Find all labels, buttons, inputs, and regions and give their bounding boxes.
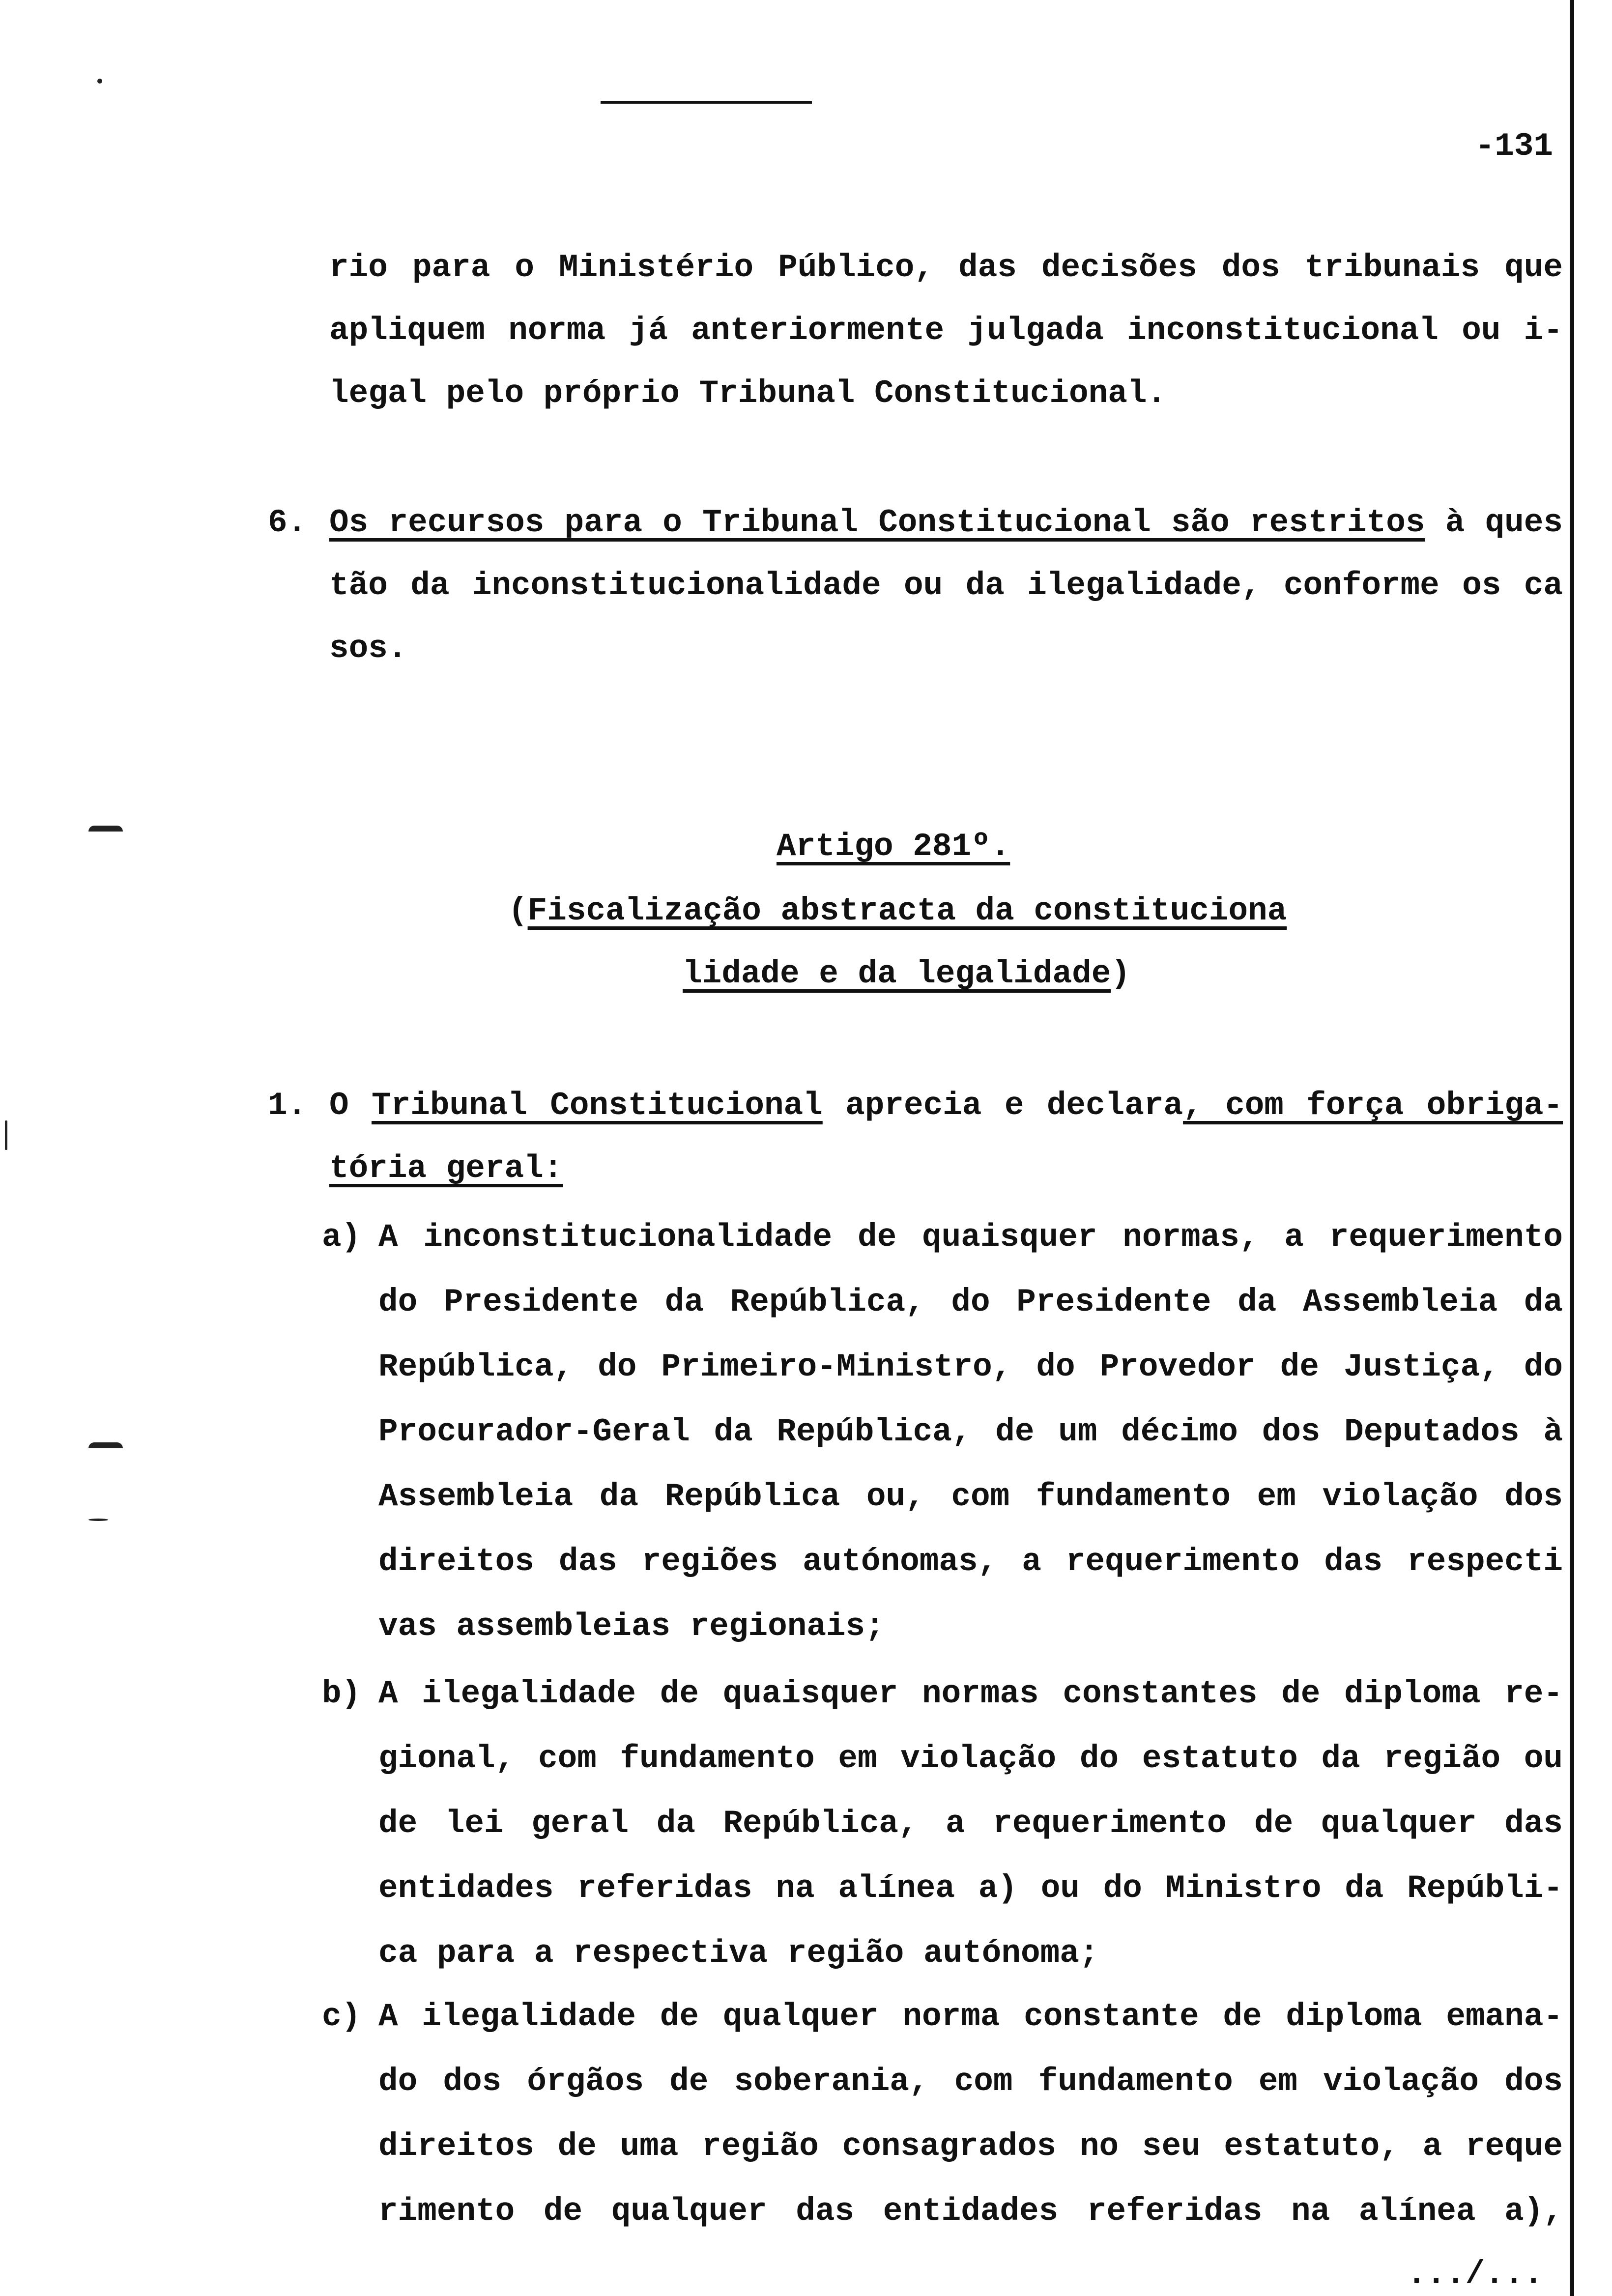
text-segment: A ilegalidade de qualquer norma constante de diploma emana- [378,1998,1563,2035]
text-segment: ( [508,892,528,929]
scan-speck [88,1519,108,1521]
text-segment: sos. [329,630,407,667]
subitem-line [378,2062,1563,2101]
text-segment: tão da inconstitucionalidade ou da ilegalidade, conforme os ca [329,567,1563,604]
underlined-text: Os recursos para o Tribunal Constitucional são restritos [329,504,1425,541]
subitem-line [378,1542,1563,1581]
text-segment: Procurador-Geral da República, de um décimo dos Deputados à [378,1413,1563,1450]
paragraph-line [329,1086,1563,1125]
top-short-rule [601,101,812,104]
text-segment: direitos de uma região consagrados no seu estatuto, a reque [378,2128,1563,2165]
underlined-text: tória geral: [329,1150,563,1187]
text-segment: legal pelo próprio Tribunal Constitucional. [329,375,1167,412]
paragraph-line [329,374,1563,413]
subitem-line [378,1348,1563,1387]
scan-speck [97,79,102,84]
list-number: 1. [268,1087,307,1124]
scan-speck [88,826,123,832]
article-title [777,827,1010,866]
subitem-label: b) [322,1675,361,1712]
text-segment: direitos das regiões autónomas, a requerimento das respecti [378,1543,1563,1580]
subitem-line [378,1739,1563,1779]
text-segment: O [329,1087,372,1124]
subitem-line [378,1412,1563,1452]
subitem-line [378,1934,1563,1973]
subitem-label: a) [322,1219,361,1256]
subitem-line [378,1477,1563,1517]
underlined-text: , com força obriga- [1183,1087,1563,1124]
scan-speck [5,1120,7,1150]
text-segment: ca para a respectiva região autónoma; [378,1935,1099,1972]
subitem-line [378,1804,1563,1843]
underlined-text: Tribunal Constitucional [372,1087,823,1124]
text-segment: aprecia e declara [822,1087,1183,1124]
paragraph-line [329,1149,563,1188]
paragraph-line [329,629,1563,668]
underlined-text: Artigo 281º. [777,828,1010,865]
subitem-line [378,1607,1563,1646]
subitem-line [378,1674,1563,1714]
page-number: -131 [1475,128,1553,165]
text-segment: à ques [1425,504,1563,541]
text-segment: rio para o Ministério Público, das decisões dos tribunais que [329,249,1563,286]
text-segment: ) [1111,955,1130,992]
underlined-text: lidade e da legalidade [683,955,1111,992]
text-segment: do Presidente da República, do Presidente da Assembleia da [378,1284,1563,1320]
subitem-line [378,1283,1563,1322]
text-segment: do dos órgãos de soberania, com fundamento em violação dos [378,2063,1563,2100]
subitem-line [378,2127,1563,2166]
text-segment: entidades referidas na alínea a) ou do Ministro da Repúbli- [378,1870,1563,1907]
text-segment: rimento de qualquer das entidades referidas na alínea a), [378,2193,1563,2230]
paragraph-line [329,503,1563,543]
paragraph-line [329,566,1563,605]
subitem-line [378,1869,1563,1908]
text-segment: de lei geral da República, a requerimento de qualquer das [378,1805,1563,1842]
text-segment: Assembleia da República ou, com fundamento em violação dos [378,1478,1563,1515]
text-segment: República, do Primeiro-Ministro, do Provedor de Justiça, do [378,1349,1563,1385]
subitem-line [378,1218,1563,1257]
subitem-line [378,2192,1563,2231]
article-subtitle-line [508,891,1287,931]
paragraph-line [329,248,1563,287]
subitem-label: c) [322,1998,361,2035]
list-number: 6. [268,504,307,541]
text-segment: A ilegalidade de quaisquer normas constantes de diploma re- [378,1675,1563,1712]
article-subtitle-line [683,954,1130,994]
continuation-mark: .../... [1407,2256,1543,2293]
text-segment: apliquem norma já anteriormente julgada inconstitucional ou i- [329,312,1563,349]
text-segment: gional, com fundamento em violação do estatuto da região ou [378,1740,1563,1777]
text-segment: vas assembleias regionais; [378,1608,885,1645]
paragraph-line [329,311,1563,350]
text-segment: A inconstitucionalidade de quaisquer normas, a requerimento [378,1219,1563,1256]
right-margin-rule [1570,0,1574,2296]
subitem-line [378,1997,1563,2037]
scan-speck [88,1442,123,1448]
underlined-text: Fiscalização abstracta da constituciona [527,892,1287,929]
